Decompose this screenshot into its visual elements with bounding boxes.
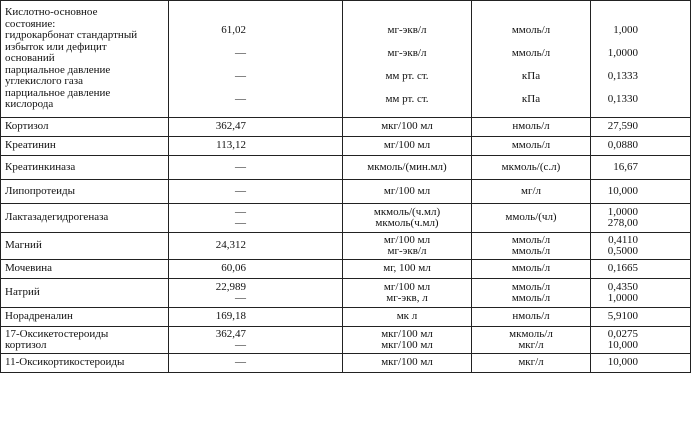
indicator-cell bbox=[1, 233, 169, 260]
factor-cell bbox=[591, 279, 691, 308]
cell-line: кислорода bbox=[5, 98, 54, 111]
cell-line: 0,5000 bbox=[607, 245, 638, 257]
old-unit-cell bbox=[343, 233, 472, 260]
cell-line: 0,1333 bbox=[607, 70, 638, 82]
old-unit-cell bbox=[343, 118, 472, 137]
cell-line: нмоль/л bbox=[512, 120, 550, 133]
cell-line: 60,06 bbox=[221, 262, 246, 275]
cell-line: ммоль/л bbox=[511, 139, 551, 152]
cell-line: — bbox=[235, 339, 246, 351]
cell-line: Кислотно-основное bbox=[5, 6, 98, 19]
factor-cell bbox=[591, 308, 691, 327]
cell-line: гидрокарбонат стандартный bbox=[5, 29, 138, 42]
cell-line: 5,9100 bbox=[607, 310, 638, 323]
indicator-cell bbox=[1, 354, 169, 373]
cell-line: мкг/100 мл bbox=[381, 339, 433, 351]
indicator-cell bbox=[1, 327, 169, 354]
molar-mass-cell bbox=[169, 137, 343, 156]
table-row bbox=[1, 233, 691, 260]
cell-line: мг-экв, л bbox=[386, 292, 428, 304]
si-unit-cell bbox=[472, 118, 591, 137]
cell-line: Магний bbox=[5, 239, 42, 252]
si-unit-cell bbox=[472, 1, 591, 118]
si-unit-cell bbox=[472, 354, 591, 373]
molar-mass-cell bbox=[169, 354, 343, 373]
cell-line: 61,02 bbox=[221, 24, 246, 36]
cell-line: 1,000 bbox=[613, 24, 638, 36]
cell-line: мкг/л bbox=[518, 339, 544, 351]
cell-line: углекислого газа bbox=[5, 75, 84, 88]
cell-line: мг, 100 мл bbox=[383, 262, 431, 275]
cell-line: мкг/100 мл bbox=[381, 120, 433, 133]
molar-mass-cell bbox=[169, 260, 343, 279]
cell-line: Липопротеиды bbox=[5, 184, 76, 197]
table-row bbox=[1, 156, 691, 180]
cell-line: мкмоль/(ч.мл) bbox=[373, 205, 441, 218]
cell-line: Креатинкиназа bbox=[5, 160, 76, 173]
cell-line: 22,989 bbox=[215, 280, 246, 293]
cell-line: 362,47 bbox=[215, 327, 246, 340]
cell-line: 24,312 bbox=[215, 239, 246, 252]
si-unit-cell bbox=[472, 308, 591, 327]
cell-line: нмоль/л bbox=[512, 310, 550, 323]
old-unit-cell bbox=[343, 180, 472, 204]
cell-line: — bbox=[235, 184, 246, 197]
cell-line: 113,12 bbox=[216, 139, 246, 152]
molar-mass-cell bbox=[169, 308, 343, 327]
cell-line: ммоль/л bbox=[511, 47, 551, 59]
cell-line: — bbox=[235, 70, 246, 82]
cell-line: ммоль/л bbox=[511, 280, 551, 293]
factor-cell bbox=[591, 204, 691, 233]
cell-line: Мочевина bbox=[5, 262, 52, 275]
cell-line: Креатинин bbox=[5, 139, 56, 152]
cell-line: мкмоль(ч.мл) bbox=[375, 217, 439, 229]
cell-line: 10,000 bbox=[607, 184, 638, 197]
cell-line: оснований bbox=[5, 52, 55, 65]
molar-mass-cell bbox=[169, 279, 343, 308]
table-row bbox=[1, 204, 691, 233]
si-unit-cell bbox=[472, 279, 591, 308]
cell-line: мг/л bbox=[520, 184, 542, 197]
table-row bbox=[1, 279, 691, 308]
cell-line: ммоль/л bbox=[511, 24, 551, 36]
cell-line: Кортизол bbox=[5, 120, 49, 133]
cell-line: — bbox=[235, 292, 246, 304]
cell-line: 0,4350 bbox=[607, 280, 638, 293]
factor-cell bbox=[591, 233, 691, 260]
molar-mass-cell bbox=[169, 180, 343, 204]
cell-line: ммоль/л bbox=[511, 233, 551, 246]
cell-line: 0,0880 bbox=[607, 139, 638, 152]
molar-mass-cell bbox=[169, 204, 343, 233]
cell-line: ммоль/(чл) bbox=[505, 211, 557, 224]
table-row bbox=[1, 180, 691, 204]
cell-line bbox=[595, 2, 638, 14]
indicator-cell bbox=[1, 180, 169, 204]
cell-line: — bbox=[235, 205, 246, 218]
si-unit-cell bbox=[472, 327, 591, 354]
table-row bbox=[1, 354, 691, 373]
cell-line: Норадреналин bbox=[5, 310, 73, 323]
factor-cell bbox=[591, 1, 691, 118]
cell-line: — bbox=[235, 217, 246, 229]
si-unit-cell bbox=[472, 156, 591, 180]
cell-line: мкмоль/(мин.мл) bbox=[367, 160, 447, 173]
factor-cell bbox=[591, 137, 691, 156]
si-unit-cell bbox=[472, 260, 591, 279]
indicator-cell bbox=[1, 156, 169, 180]
indicator-cell bbox=[1, 118, 169, 137]
molar-mass-cell bbox=[169, 118, 343, 137]
cell-line: парциальное давление bbox=[5, 63, 111, 76]
cell-line: 1,0000 bbox=[607, 292, 638, 304]
indicator-cell bbox=[1, 279, 169, 308]
si-unit-cell bbox=[472, 233, 591, 260]
old-unit-cell bbox=[343, 156, 472, 180]
cell-line: мг/100 мл bbox=[383, 139, 431, 152]
cell-line: мм рт. ст. bbox=[385, 70, 429, 82]
indicator-cell bbox=[1, 1, 169, 118]
cell-line: кортизол bbox=[5, 339, 47, 351]
cell-line: 27,590 bbox=[607, 120, 638, 133]
factor-cell bbox=[591, 354, 691, 373]
molar-mass-cell bbox=[169, 156, 343, 180]
cell-line: — bbox=[235, 47, 246, 59]
cell-line: ммоль/л bbox=[511, 262, 551, 275]
indicator-cell bbox=[1, 204, 169, 233]
cell-line: 1,0000 bbox=[607, 205, 638, 218]
table-row bbox=[1, 137, 691, 156]
cell-line: мм рт. ст. bbox=[385, 93, 429, 105]
cell-line: Натрий bbox=[5, 286, 40, 299]
cell-line: кПа bbox=[521, 70, 541, 82]
molar-mass-cell bbox=[169, 327, 343, 354]
molar-mass-cell bbox=[169, 233, 343, 260]
cell-line: парциальное давление bbox=[5, 86, 111, 99]
table-row bbox=[1, 118, 691, 137]
indicator-cell bbox=[1, 260, 169, 279]
cell-line: 11-Оксикортикостероиды bbox=[5, 356, 125, 369]
cell-line bbox=[347, 2, 467, 14]
cell-line: мг-экв/л bbox=[387, 245, 427, 257]
old-unit-cell bbox=[343, 260, 472, 279]
cell-line: — bbox=[235, 160, 246, 173]
factor-cell bbox=[591, 118, 691, 137]
si-unit-cell bbox=[472, 137, 591, 156]
factor-cell bbox=[591, 156, 691, 180]
cell-line: 10,000 bbox=[607, 339, 638, 351]
cell-line bbox=[476, 2, 586, 14]
old-unit-cell bbox=[343, 204, 472, 233]
factor-cell bbox=[591, 180, 691, 204]
table-row bbox=[1, 327, 691, 354]
molar-mass-cell bbox=[169, 1, 343, 118]
factor-cell bbox=[591, 327, 691, 354]
indicator-cell bbox=[1, 137, 169, 156]
table-row bbox=[1, 308, 691, 327]
cell-line: 362,47 bbox=[215, 120, 246, 133]
cell-line: 0,0275 bbox=[607, 327, 638, 340]
cell-line: мкмоль/л bbox=[509, 327, 553, 340]
cell-line: ммоль/л bbox=[511, 292, 551, 304]
cell-line: 10,000 bbox=[607, 356, 638, 369]
cell-line: мкг/л bbox=[518, 356, 544, 369]
cell-line: мг-экв/л bbox=[387, 24, 427, 36]
si-unit-cell bbox=[472, 204, 591, 233]
si-unit-cell bbox=[472, 180, 591, 204]
table-row bbox=[1, 1, 691, 118]
cell-line: состояние: bbox=[5, 17, 56, 30]
old-unit-cell bbox=[343, 279, 472, 308]
cell-line: 1,0000 bbox=[607, 47, 638, 59]
cell-line: 169,18 bbox=[215, 310, 246, 323]
factor-cell bbox=[591, 260, 691, 279]
old-unit-cell bbox=[343, 137, 472, 156]
cell-line: мкг/100 мл bbox=[381, 327, 433, 340]
old-unit-cell bbox=[343, 308, 472, 327]
cell-line bbox=[173, 2, 246, 14]
table-body bbox=[1, 1, 691, 373]
cell-line: 0,1330 bbox=[607, 93, 638, 105]
cell-line: мкмоль/(с.л) bbox=[501, 160, 561, 173]
cell-line: мг/100 мл bbox=[383, 233, 431, 246]
old-unit-cell bbox=[343, 327, 472, 354]
cell-line: 0,1665 bbox=[607, 262, 638, 275]
cell-line: 0,4110 bbox=[608, 233, 638, 246]
cell-line: кПа bbox=[521, 93, 541, 105]
old-unit-cell bbox=[343, 1, 472, 118]
indicator-cell bbox=[1, 308, 169, 327]
cell-line: мг/100 мл bbox=[383, 280, 431, 293]
cell-line: — bbox=[235, 356, 246, 369]
cell-line: 17-Оксикетостероиды bbox=[5, 327, 109, 340]
table-row bbox=[1, 260, 691, 279]
cell-line: избыток или дефицит bbox=[5, 40, 107, 53]
cell-line: мкг/100 мл bbox=[381, 356, 433, 369]
cell-line: Лактазадегидрогеназа bbox=[5, 211, 109, 224]
cell-line: ммоль/л bbox=[511, 245, 551, 257]
cell-line: 16,67 bbox=[613, 160, 638, 173]
cell-line: мг/100 мл bbox=[383, 184, 431, 197]
old-unit-cell bbox=[343, 354, 472, 373]
cell-line: мг-экв/л bbox=[387, 47, 427, 59]
cell-line: — bbox=[235, 93, 246, 105]
cell-line: мк л bbox=[396, 310, 418, 323]
cell-line: 278,00 bbox=[607, 217, 638, 229]
